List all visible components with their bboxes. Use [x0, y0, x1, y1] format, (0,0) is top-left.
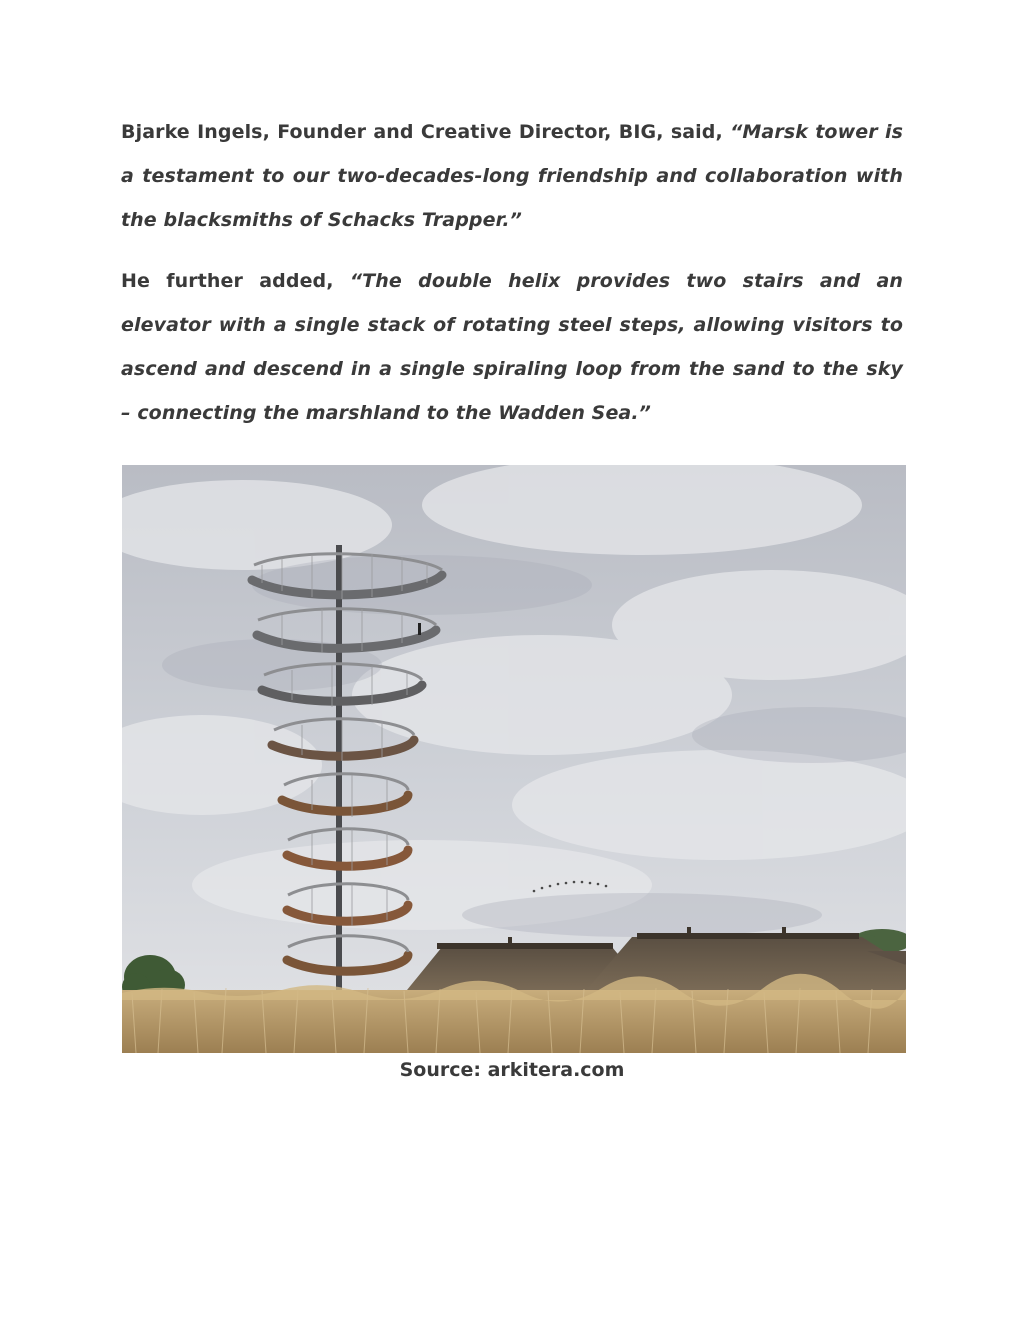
- tower-photo-illustration: [122, 465, 906, 1053]
- tower-photo: [122, 465, 906, 1053]
- paragraph-lead: Bjarke Ingels, Founder and Creative Director, BIG, said,: [121, 121, 731, 143]
- paragraph-further-added: [121, 259, 903, 435]
- paragraph-lead: He further added,: [121, 270, 350, 292]
- paragraph-quote: “Marsk tower is a testament to our two-decades-long friendship and collaboration with the blacksmiths of Schacks Trapper.”: [121, 121, 903, 231]
- figure-caption: Source: arkitera.com: [399, 1059, 625, 1081]
- paragraph-bjarke-quote: [121, 110, 903, 242]
- paragraph-quote: “The double helix provides two stairs and an elevator with a single stack of rotating steel steps, allowing visitors to ascend and descend in a single spiraling loop from the sand to the sky – connecting the marshland to the Wadden Sea.”: [121, 270, 903, 424]
